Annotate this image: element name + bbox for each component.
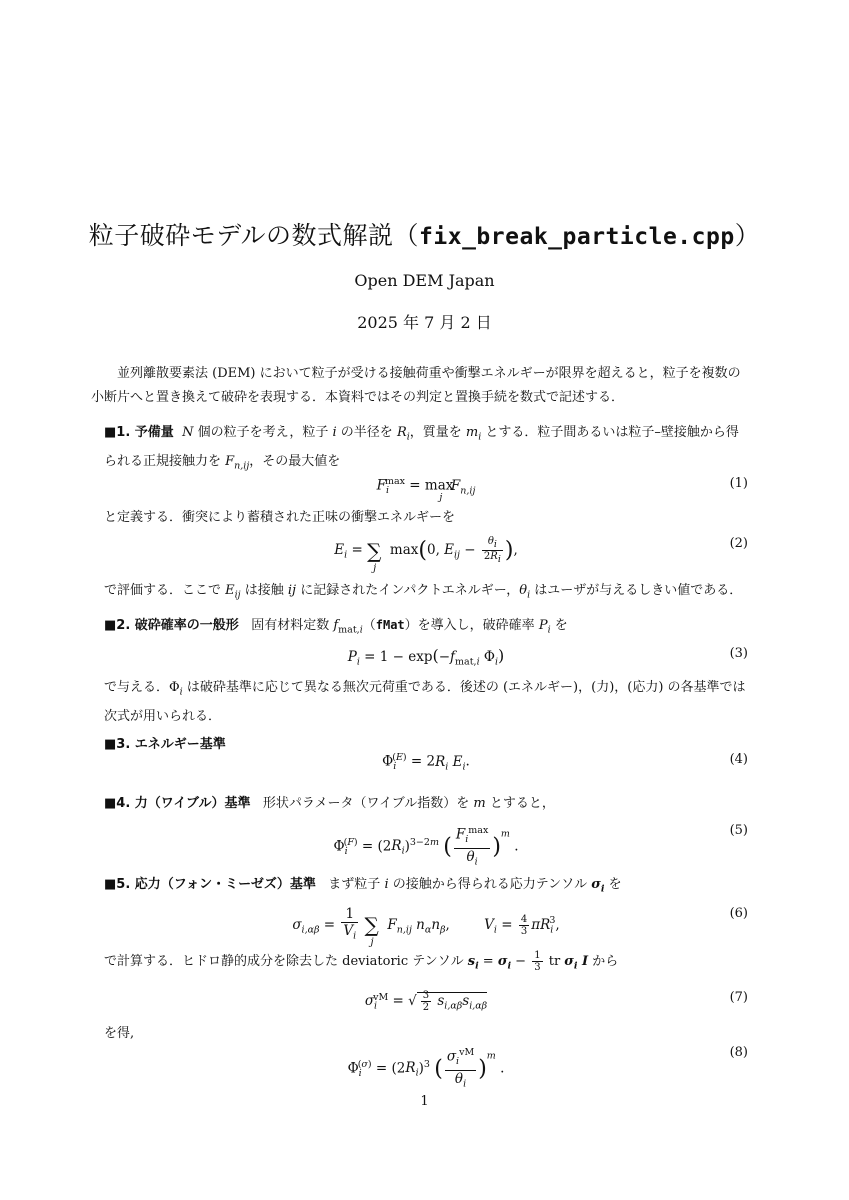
section-2-text-1: 固有材料定数 (251, 618, 330, 633)
section-2-after: で与える．$\Phi_i$ は破砕基準に応じて異なる無次元荷重である．後述の (エネルギー)，(力)，(応力) の各基準では次式が用いられる． (104, 680, 746, 724)
author: Open DEM Japan (354, 271, 495, 290)
equation-5: $\Phi_i^{(F)} = (2R_i)^{3-2m}$ ( $\frac{F_i^{max}}{\theta_i}$ )$^m$ . (5) (104, 823, 748, 853)
section-5-after-2: を得, (104, 1026, 135, 1041)
page-number: 1 (420, 1094, 429, 1109)
equation-number-3: (3) (729, 646, 748, 661)
equation-number-8: (8) (729, 1045, 748, 1060)
section-1-text: 個の粒子を考え，粒子 i の半径を $R_i$，質量を $m_i$ とする．粒子間あるいは粒子–壁接触から得られる正規接触力を $F_{n,ij}$，その最大値を (104, 425, 739, 472)
code-fmat: fMat (375, 618, 405, 632)
section-2-text-2: を導入し，破砕確率 (417, 618, 535, 633)
equation-number-4: (4) (729, 752, 748, 767)
equation-8: $\Phi_i^{(\sigma)} = (2R_i)^3$ ( $\frac{\sigma_i^{vM}}{\theta_i}$ )$^m$ . (8) (104, 1045, 748, 1075)
section-1-heading: ■1. 予備量 (104, 425, 174, 440)
section-2: ■2. 破砕確率の一般形 固有材料定数 $f_{mat,i}(fMat)$を導入し，破砕確率 $P_i$ を (104, 618, 568, 636)
section-4-heading: ■4. 力（ワイブル）基準 (104, 796, 251, 811)
intro-line-2: 小断片へと置き換えて破砕を表現する．本資料ではその判定と置換手続を数式で記述する． (91, 390, 625, 405)
section-4 (104, 792, 748, 816)
title-text: 粒子破砕モデルの数式解説（ (88, 221, 420, 250)
equation-number-2: (2) (729, 536, 748, 551)
equation-number-6: (6) (729, 906, 748, 921)
section-1-after-1: と定義する．衝突により蓄積された正味の衝撃エネルギーを (104, 510, 456, 525)
equation-3: $P_i = 1 - \exp(-f_{mat,i}$ $\Phi_i$) (3) (347, 646, 748, 668)
equation-number-5: (5) (729, 823, 748, 838)
section-1-after-2: で評価する．ここで $E_{ij}$ は接触 ij に記録されたインパクトエネルギー，$\theta_i$ はユーザが与えるしきい値である． (104, 583, 743, 601)
section-2-heading: ■2. 破砕確率の一般形 (104, 618, 239, 633)
page-title (0, 216, 849, 252)
date: 2025 年 7 月 2 日 (357, 313, 492, 332)
intro-line-1: 並列離散要素法 (DEM) において粒子が受ける接触荷重や衝撃エネルギーが限界を超えると，粒子を複数の (117, 366, 741, 381)
equation-2: $E_i$ = ∑ j max(0, $E_{ij}$ − $\frac{\theta_i}{2R_i}$ ), (2) (334, 536, 748, 574)
title-end: ） (734, 221, 761, 250)
title-code: fix_break_particle.cpp (419, 224, 735, 250)
equation-1: $F_i^{max} = \max_j F_{n,ij}$ (1) (376, 476, 748, 503)
section-5-after-1-end: から (592, 954, 619, 969)
equation-6: $\sigma_{i,\alpha\beta}$ = $\frac{1}{V_i}$ ∑ j $F_{n,ij}$ $n_\alpha n_\beta$, $V_i$ = $\frac{4}{3}$ $\pi R_i^3$, (6) (292, 906, 748, 949)
section-5 (104, 873, 748, 902)
equation-number-7: (7) (729, 990, 748, 1005)
section-5-after-1-text: で計算する．ヒドロ静的成分を除去した deviatoric テンソル (104, 954, 464, 969)
section-4-text: 形状パラメータ（ワイブル指数）を m とすると， (262, 796, 555, 811)
intro-paragraph (91, 362, 748, 410)
section-1: ■1. 予備量 N 個の粒子を考え，粒子 i の半径を $R_i$，質量を $m_i$ とする．粒子間あるいは粒子–壁接触から得られる正規接触力を $F_{n,ij}$，その最大値を (104, 425, 739, 472)
equation-number-1: (1) (729, 476, 748, 491)
equation-7: $\sigma_i^{vM}$ = √ $\frac{3}{2}$ $s_{i,\alpha\beta}s_{i,\alpha\beta}$ (7) (364, 990, 748, 1013)
equation-4: $\Phi_i^{(E)} = 2R_i$ $E_i$. (4) (382, 752, 748, 773)
section-2-text-3: を (554, 618, 568, 633)
section-3-heading: ■3. エネルギー基準 (104, 737, 226, 752)
section-5-after-1: で計算する．ヒドロ静的成分を除去した deviatoric テンソル $s_i = \sigma_i$ − $\frac{1}{3}$ tr $\sigma_i$ I から (104, 950, 619, 973)
section-5-text: まず粒子 i の接触から得られる応力テンソル $\sigma_i$ を (328, 877, 622, 895)
section-5-heading: ■5. 応力（フォン・ミーゼズ）基準 (104, 877, 316, 892)
